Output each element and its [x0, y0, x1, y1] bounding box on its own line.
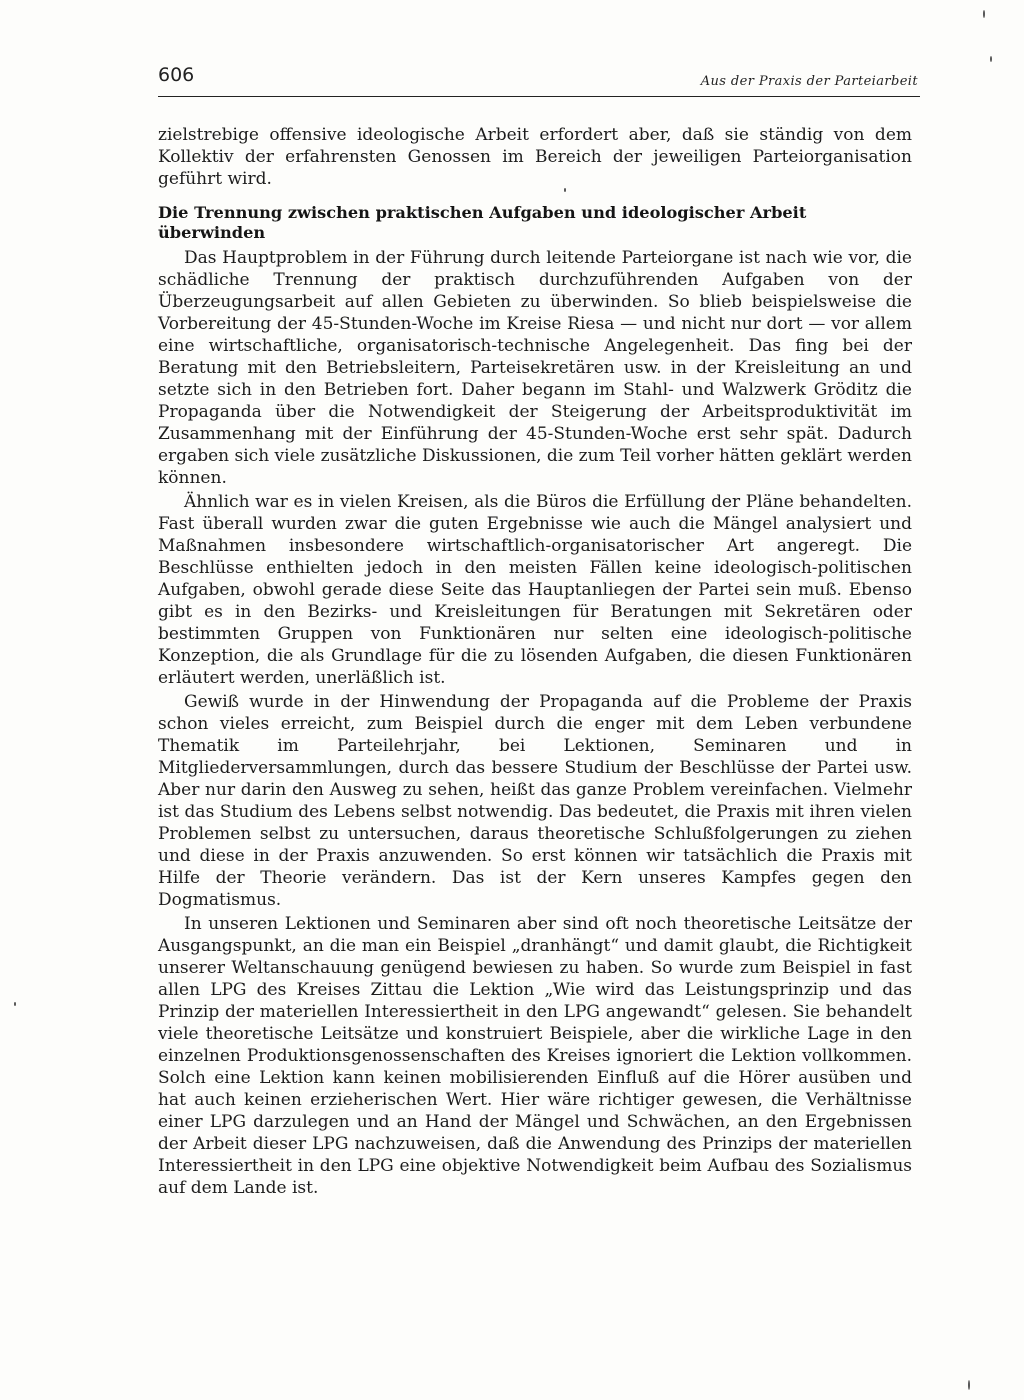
scan-speck: [564, 188, 566, 192]
scan-speck: [968, 1380, 970, 1390]
page-number: 606: [158, 64, 195, 86]
paragraph-2: Ähnlich war es in vielen Kreisen, als die Büros die Erfüllung der Pläne behandelten. Fast überall wurden zwar die guten Ergebnisse wie auch die Mängel analysiert und Maßnahmen insbesondere wirtschaftlich-organisatorischer Art angeregt. Die Beschlüsse enthielten jedoch in den meisten Fällen keine ideologisch-politischen Aufgaben, obwohl gerade diese Seite das Hauptanliegen der Partei sein muß. Ebenso gibt es in den Bezirks- und Kreisleitungen für Beratungen mit Sekretären oder bestimmten Gruppen von Funktionären nur selten eine ideologisch-politische Konzeption, die als Grundlage für die zu lösenden Aufgaben, die diesen Funktionären erläutert werden, unerläßlich ist.: [158, 492, 912, 688]
section-heading: Die Trennung zwischen praktischen Aufgaben und ideologischer Arbeit überwinden: [158, 203, 807, 242]
paragraph-1: Das Hauptproblem in der Führung durch leitende Parteiorgane ist nach wie vor, die schädliche Trennung der praktisch durchzuführenden Aufgaben von der Überzeugungsarbeit auf allen Gebieten zu überwinden. So blieb beispielsweise die Vorbereitung der 45-Stunden-Woche im Kreise Riesa — und nicht nur dort — vor allem eine wirtschaftliche, organisatorisch-technische Angelegenheit. Das fing bei der Beratung mit den Betriebsleitern, Parteisekretären usw. in der Kreisleitung an und setzte sich in den Betrieben fort. Daher begann im Stahl- und Walzwerk Gröditz die Propaganda über die Notwendigkeit der Steigerung der Arbeitsproduktivität im Zusammenhang mit der Einführung der 45-Stunden-Woche erst sehr spät. Dadurch ergaben sich viele zusätzliche Diskussionen, die zum Teil vorher hätten geklärt werden können.: [158, 248, 912, 488]
body-text: [158, 124, 912, 1199]
paragraph-3: Gewiß wurde in der Hinwendung der Propaganda auf die Probleme der Praxis schon vieles erreicht, zum Beispiel durch die enger mit dem Leben verbundene Thematik im Parteilehrjahr, bei Lektionen, Seminaren und in Mitgliederversammlungen, durch das bessere Studium der Beschlüsse der Partei usw. Aber nur darin den Ausweg zu sehen, heißt das ganze Problem vereinfachen. Vielmehr ist das Studium des Lebens selbst notwendig. Das bedeutet, die Praxis mit ihren vielen Problemen selbst zu untersuchen, daraus theoretische Schlußfolgerungen zu ziehen und diese in der Praxis anzuwenden. So erst können wir tatsächlich die Praxis mit Hilfe der Theorie verändern. Das ist der Kern unseres Kampfes gegen den Dogmatismus.: [158, 692, 912, 910]
paragraph-4: In unseren Lektionen und Seminaren aber sind oft noch theoretische Leitsätze der Ausgangspunkt, an die man ein Beispiel „dranhängt“ und damit glaubt, die Richtigkeit unserer Weltanschauung genügend bewiesen zu haben. So wurde zum Beispiel in fast allen LPG des Kreises Zittau die Lektion „Wie wird das Leistungsprinzip und das Prinzip der materiellen Interessiertheit in den LPG angewandt“ gelesen. Sie behandelt viele theoretische Leitsätze und konstruiert Beispiele, aber die wirkliche Lage in den einzelnen Produktionsgenossenschaften des Kreises ignoriert die Lektion vollkommen. Solch eine Lektion kann keinen mobilisierenden Einfluß auf die Hörer ausüben und hat auch keinen erzieherischen Wert. Hier wäre richtiger gewesen, die Verhältnisse einer LPG darzulegen und an Hand der Mängel und Schwächen, an den Ergebnissen der Arbeit dieser LPG nachzuweisen, daß die Anwendung des Prinzips der materiellen Interessiertheit in den LPG eine objektive Notwendigkeit beim Aufbau des Sozialismus auf dem Lande ist.: [158, 914, 912, 1198]
page-header: [158, 62, 920, 97]
intro-paragraph: zielstrebige offensive ideologische Arbeit erfordert aber, daß sie ständig von dem Kollektiv der erfahrensten Genossen im Bereich der jeweiligen Parteiorganisation geführt wird.: [158, 125, 912, 189]
scan-speck: [983, 10, 985, 18]
scan-speck: [990, 56, 992, 62]
scan-speck: [14, 1002, 16, 1006]
running-head: Aus der Praxis der Parteiarbeit: [700, 74, 918, 89]
